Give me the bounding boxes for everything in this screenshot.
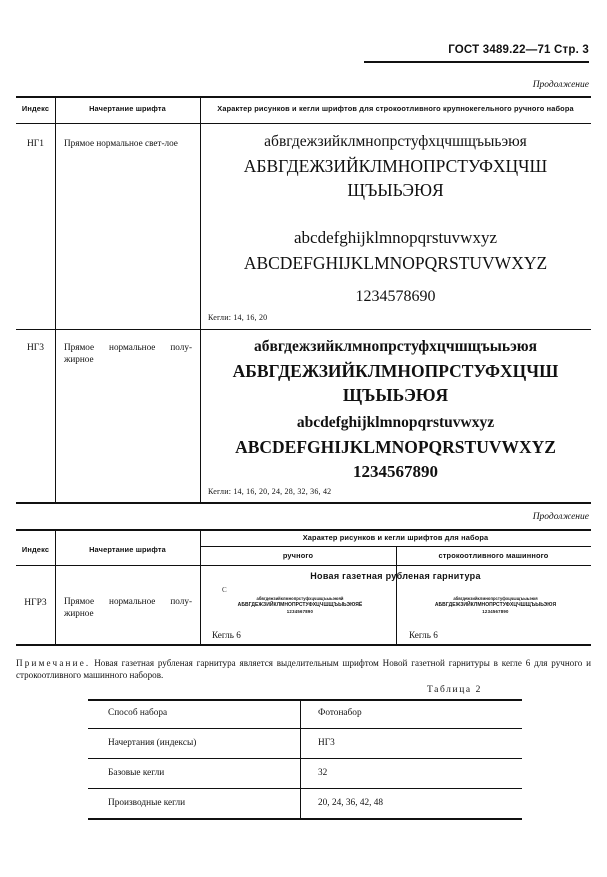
table1-row2-index: НГ3: [26, 343, 45, 353]
note-paragraph: [16, 657, 591, 681]
table1-row2-specimen-lat-lower: abcdefghijklmnopqrstuvwxyz: [296, 414, 495, 431]
table1-row2-specimen-digits: 1234567890: [353, 462, 438, 481]
table2-caption: Таблица 2: [427, 685, 483, 695]
table1-header-rule: [16, 123, 591, 124]
machine-specimen: [404, 596, 587, 615]
table1b-vline-3: [396, 546, 397, 644]
table1-col-header-index: Индекс: [21, 104, 50, 113]
table1-row2-typeface: Прямое нормальное полу-жирное: [64, 342, 192, 364]
page-header: [448, 44, 589, 56]
table2-row3-value: 32: [318, 768, 328, 778]
table1-bottom-rule: [16, 502, 591, 504]
table1b-col-header-typeface: Начертание шрифта: [89, 545, 166, 554]
manual-specimen-marker: С: [222, 586, 227, 594]
table2-bottom-rule: [88, 818, 522, 820]
table1b-vline-2: [200, 529, 201, 644]
standard-number: ГОСТ 3489.22—71: [448, 44, 551, 56]
table1-row2-specimen-cyr-lower: абвгдежзийклмнопрстуфхцчшщъыьэюя: [253, 338, 538, 355]
table1-vline-1: [55, 96, 56, 502]
table2-row4-label: Производные кегли: [108, 798, 186, 808]
table2-rule-2: [88, 758, 522, 759]
table2-vline: [300, 699, 301, 818]
table2-row2-label: Начертания (индексы): [108, 738, 197, 748]
table1-row2-specimen-cyr-upper-2: ЩЪЫЬЭЮЯ: [342, 385, 449, 405]
table1b-family-title: Новая газетная рубленая гарнитура: [310, 571, 481, 581]
table1-row1-specimen-cyr-lower: абвгдежзийклмнопрстуфхцчшщъыьэюя: [264, 133, 527, 150]
table1b-col-header-manual: ручного: [282, 551, 314, 560]
table1-row1-specimen-lat-upper: ABCDEFGHIJKLMNOPQRSTUVWXYZ: [243, 253, 548, 273]
manual-specimen: [210, 596, 390, 615]
machine-specimen-cyr-upper: АБВГДЕЖЗИЙКЛМНОПРСТУФХЦЧШЩЪЫЬЭЮЯ: [434, 601, 557, 608]
machine-specimen-cyr-lower: абвгдежзийклмнопрстуфхцчшщъыьэюя: [453, 596, 538, 601]
table2-row1-value: Фотонабор: [318, 708, 362, 718]
manual-specimen-cyr-upper: АБВГДЕЖЗИЙКЛМНОПРСТУФХЦЧШЩЪЫЬЭЮЯЁ: [237, 601, 363, 608]
table1-row1-typeface: Прямое нормальное свет-лое: [64, 138, 178, 148]
table2-row3-label: Базовые кегли: [108, 768, 165, 778]
manual-specimen-cyr-lower: абвгдежзийклмнопрстуфхцчшщъыьэюяй: [256, 596, 344, 601]
table1-row2-specimen-cyr-upper-1: АБВГДЕЖЗИЙКЛМНОПРСТУФХЦЧШ: [232, 361, 559, 381]
note-text: Новая газетная рубленая гарнитура является выделительным шрифтом Новой газетной гарнитуры в кегле 6 для ручного и строкоотливного машинного наборов.: [16, 658, 591, 680]
table1-row1-specimen-lat-lower: abcdefghijklmnopqrstuvwxyz: [293, 228, 497, 247]
table1-row2-kegli: Кегли: 14, 16, 20, 24, 28, 32, 36, 42: [208, 487, 332, 496]
machine-specimen-digits: 1234567890: [482, 609, 509, 615]
table1-row-divider: [16, 329, 591, 330]
table1b-col-header-machine: строкоотливного машинного: [438, 551, 549, 560]
table1-top-rule: [16, 96, 591, 98]
page-number-label: Стр. 3: [554, 44, 589, 56]
table1-row1-specimen-digits: 1234578690: [355, 288, 436, 305]
table1-row1-specimen-cyr-upper-2: ЩЪЫЬЭЮЯ: [347, 180, 444, 200]
table1b-col-header-character: Характер рисунков и кегли шрифтов для набора: [302, 533, 489, 542]
manual-specimen-digits: 1234567890: [286, 609, 314, 615]
table2-top-rule: [88, 699, 522, 701]
table2-row2-value: НГ3: [318, 738, 335, 748]
continuation-label-1: Продолжение: [532, 80, 589, 90]
continuation-label-2: Продолжение: [532, 512, 589, 522]
table1-col-header-character: Характер рисунков и кегли шрифтов для строкоотливного крупнокегельного ручного набора: [217, 104, 574, 113]
table1b-bottom-rule: [16, 644, 591, 646]
table2-rule-1: [88, 728, 522, 729]
table1b-top-rule: [16, 529, 591, 531]
manual-kegl-label: Кегль 6: [212, 630, 241, 640]
table2-row4-value: 20, 24, 36, 42, 48: [318, 798, 384, 808]
table1-col-header-typeface: Начертание шрифта: [89, 104, 166, 113]
header-rule: [364, 61, 589, 63]
table1b-row-typeface: Прямое нормальное полу-жирное: [64, 596, 192, 618]
table1b-col-header-index: Индекс: [21, 545, 50, 554]
note-lead: Примечание.: [16, 658, 91, 668]
table1-row1-index: НГ1: [26, 139, 45, 149]
table1b-header-rule: [16, 565, 591, 566]
machine-kegl-label: Кегль 6: [409, 630, 438, 640]
table1-row1-kegli: Кегли: 14, 16, 20: [208, 313, 268, 322]
table1-row1-specimen-cyr-upper-1: АБВГДЕЖЗИЙКЛМНОПРСТУФХЦЧШ: [243, 156, 548, 176]
table2-row1-label: Способ набора: [108, 708, 168, 718]
table2-rule-3: [88, 788, 522, 789]
table1b-row-index: НГР3: [24, 598, 47, 608]
table1-row2-specimen-lat-upper: ABCDEFGHIJKLMNOPQRSTUVWXYZ: [235, 437, 556, 457]
